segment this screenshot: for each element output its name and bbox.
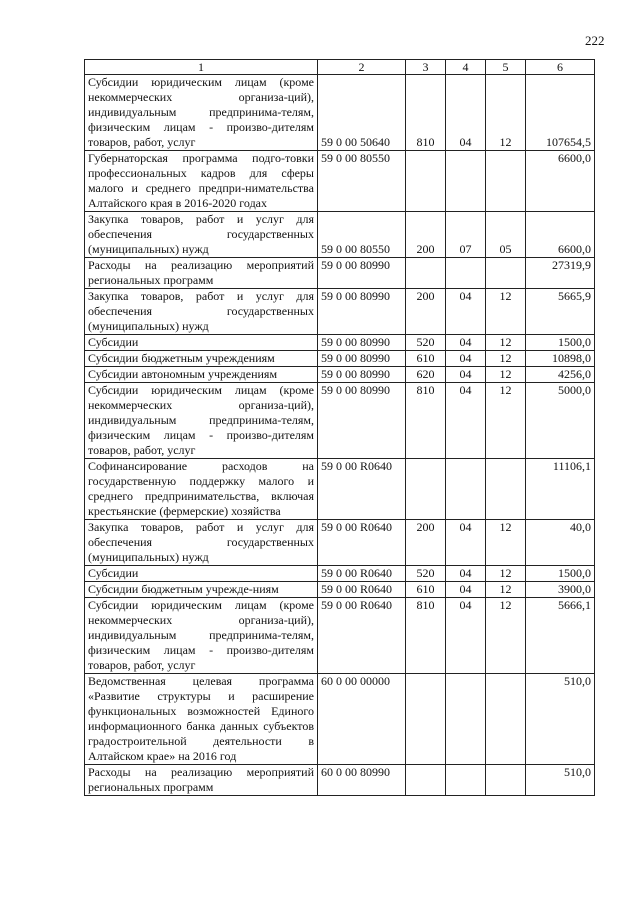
row-sum-cell: 3900,0 — [526, 582, 595, 598]
header-cell: 6 — [526, 60, 595, 75]
page-number: 222 — [585, 33, 605, 48]
table-row — [85, 151, 595, 212]
row-pr-cell — [486, 765, 526, 796]
row-rz-cell: 04 — [446, 335, 486, 351]
row-vr-cell — [406, 258, 446, 289]
row-rz-cell: 04 — [446, 75, 486, 151]
table-row — [85, 566, 595, 582]
row-vr-cell: 520 — [406, 566, 446, 582]
row-vr-cell: 200 — [406, 212, 446, 258]
row-rz-cell: 04 — [446, 289, 486, 335]
row-sum-cell: 510,0 — [526, 765, 595, 796]
row-rz-cell — [446, 765, 486, 796]
row-sum-cell: 107654,5 — [526, 75, 595, 151]
table-row — [85, 582, 595, 598]
table-row — [85, 383, 595, 459]
header-cell: 2 — [318, 60, 406, 75]
row-code-cell: 59 0 00 R0640 — [318, 566, 406, 582]
row-sum-cell: 6600,0 — [526, 151, 595, 212]
row-pr-cell: 12 — [486, 367, 526, 383]
row-pr-cell: 12 — [486, 582, 526, 598]
row-pr-cell: 05 — [486, 212, 526, 258]
row-vr-cell: 610 — [406, 582, 446, 598]
row-pr-cell: 12 — [486, 335, 526, 351]
table-row — [85, 367, 595, 383]
table-row — [85, 520, 595, 566]
row-rz-cell: 04 — [446, 351, 486, 367]
row-pr-cell: 12 — [486, 598, 526, 674]
table-row — [85, 289, 595, 335]
table-row — [85, 351, 595, 367]
row-name-cell: Закупка товаров, работ и услуг для обеспечения государственных (муниципальных) нужд — [85, 289, 318, 335]
row-name-cell: Губернаторская программа подго-товки профессиональных кадров для сферы малого и среднего предпри-нимательства Алтайского края в 2016-2020 годах — [85, 151, 318, 212]
row-sum-cell: 10898,0 — [526, 351, 595, 367]
row-rz-cell: 04 — [446, 383, 486, 459]
row-code-cell: 59 0 00 80990 — [318, 367, 406, 383]
row-name-cell: Субсидии — [85, 335, 318, 351]
table-row — [85, 212, 595, 258]
row-vr-cell: 810 — [406, 598, 446, 674]
row-pr-cell: 12 — [486, 289, 526, 335]
header-cell: 3 — [406, 60, 446, 75]
row-sum-cell: 5000,0 — [526, 383, 595, 459]
row-sum-cell: 5665,9 — [526, 289, 595, 335]
row-name-cell: Субсидии бюджетным учрежде-ниям — [85, 582, 318, 598]
table-header-row — [85, 60, 595, 75]
row-name-cell: Субсидии автономным учреждениям — [85, 367, 318, 383]
row-pr-cell: 12 — [486, 383, 526, 459]
row-sum-cell: 1500,0 — [526, 566, 595, 582]
table-row — [85, 674, 595, 765]
row-code-cell: 59 0 00 80990 — [318, 351, 406, 367]
row-vr-cell — [406, 459, 446, 520]
row-code-cell: 59 0 00 80990 — [318, 289, 406, 335]
row-vr-cell: 200 — [406, 520, 446, 566]
row-code-cell: 59 0 00 80990 — [318, 335, 406, 351]
row-name-cell: Субсидии бюджетным учреждениям — [85, 351, 318, 367]
row-code-cell: 59 0 00 R0640 — [318, 520, 406, 566]
row-sum-cell: 6600,0 — [526, 212, 595, 258]
row-pr-cell — [486, 459, 526, 520]
row-name-cell: Ведомственная целевая программа «Развитие структуры и расширение функциональных возможностей Единого информационного банка данных субъектов градостроительной деятельности в Алтайском крае» на 2016 год — [85, 674, 318, 765]
row-rz-cell — [446, 258, 486, 289]
row-pr-cell — [486, 674, 526, 765]
row-vr-cell: 810 — [406, 75, 446, 151]
budget-table — [84, 59, 595, 796]
row-code-cell: 59 0 00 80550 — [318, 212, 406, 258]
row-vr-cell: 620 — [406, 367, 446, 383]
row-sum-cell: 1500,0 — [526, 335, 595, 351]
header-cell: 5 — [486, 60, 526, 75]
row-sum-cell: 510,0 — [526, 674, 595, 765]
row-pr-cell: 12 — [486, 566, 526, 582]
row-rz-cell: 04 — [446, 566, 486, 582]
row-name-cell: Расходы на реализацию мероприятий региональных программ — [85, 258, 318, 289]
row-code-cell: 59 0 00 R0640 — [318, 582, 406, 598]
table-row — [85, 598, 595, 674]
row-pr-cell: 12 — [486, 351, 526, 367]
row-name-cell: Закупка товаров, работ и услуг для обеспечения государственных (муниципальных) нужд — [85, 520, 318, 566]
row-code-cell: 59 0 00 80990 — [318, 383, 406, 459]
row-name-cell: Закупка товаров, работ и услуг для обеспечения государственных (муниципальных) нужд — [85, 212, 318, 258]
row-vr-cell — [406, 765, 446, 796]
header-cell: 1 — [85, 60, 318, 75]
row-name-cell: Субсидии юридическим лицам (кроме некоммерческих организа-ций), индивидуальным предпринима-телям, физическим лицам - произво-дителям товаров, работ, услуг — [85, 75, 318, 151]
row-code-cell: 59 0 00 R0640 — [318, 598, 406, 674]
row-sum-cell: 5666,1 — [526, 598, 595, 674]
row-pr-cell — [486, 151, 526, 212]
row-code-cell: 60 0 00 00000 — [318, 674, 406, 765]
row-vr-cell: 520 — [406, 335, 446, 351]
row-name-cell: Расходы на реализацию мероприятий региональных программ — [85, 765, 318, 796]
row-code-cell: 59 0 00 50640 — [318, 75, 406, 151]
row-code-cell: 60 0 00 80990 — [318, 765, 406, 796]
row-vr-cell — [406, 674, 446, 765]
row-rz-cell — [446, 674, 486, 765]
row-rz-cell: 04 — [446, 367, 486, 383]
table-row — [85, 75, 595, 151]
row-rz-cell: 04 — [446, 598, 486, 674]
row-rz-cell: 04 — [446, 582, 486, 598]
table-row — [85, 258, 595, 289]
row-sum-cell: 27319,9 — [526, 258, 595, 289]
row-rz-cell: 07 — [446, 212, 486, 258]
row-vr-cell — [406, 151, 446, 212]
row-code-cell: 59 0 00 R0640 — [318, 459, 406, 520]
row-vr-cell: 810 — [406, 383, 446, 459]
row-rz-cell — [446, 151, 486, 212]
table-row — [85, 335, 595, 351]
row-sum-cell: 11106,1 — [526, 459, 595, 520]
row-pr-cell: 12 — [486, 75, 526, 151]
table-row — [85, 459, 595, 520]
row-vr-cell: 200 — [406, 289, 446, 335]
header-cell: 4 — [446, 60, 486, 75]
table-row — [85, 765, 595, 796]
row-name-cell: Софинансирование расходов на государственную поддержку малого и среднего предпринимательства, включая крестьянские (фермерские) хозяйства — [85, 459, 318, 520]
row-sum-cell: 40,0 — [526, 520, 595, 566]
row-pr-cell: 12 — [486, 520, 526, 566]
row-code-cell: 59 0 00 80550 — [318, 151, 406, 212]
row-pr-cell — [486, 258, 526, 289]
row-vr-cell: 610 — [406, 351, 446, 367]
row-name-cell: Субсидии юридическим лицам (кроме некоммерческих организа-ций), индивидуальным предпринима-телям, физическим лицам - произво-дителям товаров, работ, услуг — [85, 598, 318, 674]
row-sum-cell: 4256,0 — [526, 367, 595, 383]
row-rz-cell — [446, 459, 486, 520]
row-code-cell: 59 0 00 80990 — [318, 258, 406, 289]
row-name-cell: Субсидии — [85, 566, 318, 582]
row-rz-cell: 04 — [446, 520, 486, 566]
row-name-cell: Субсидии юридическим лицам (кроме некоммерческих организа-ций), индивидуальным предпринима-телям, физическим лицам - произво-дителям товаров, работ, услуг — [85, 383, 318, 459]
